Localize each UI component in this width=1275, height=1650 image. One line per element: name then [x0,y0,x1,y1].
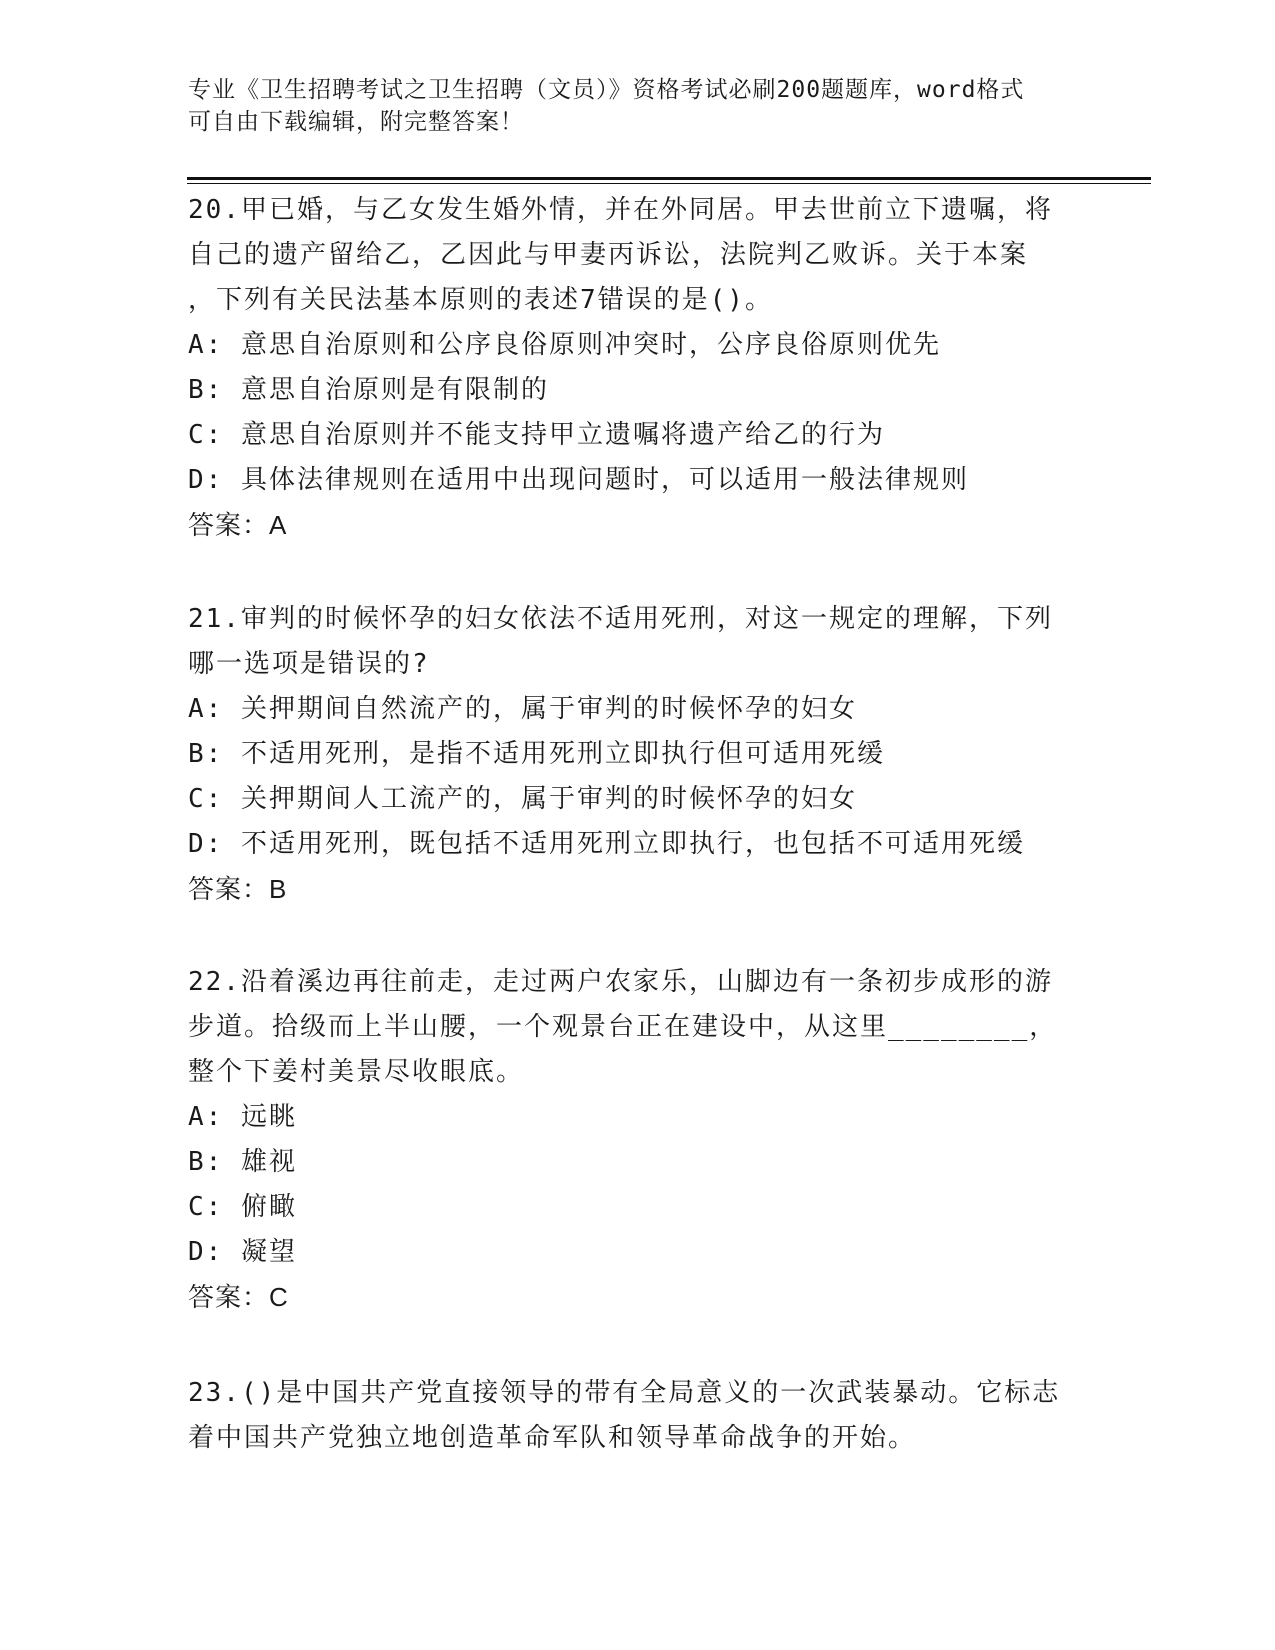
question-text-line: 自己的遗产留给乙，乙因此与甲妻丙诉讼，法院判乙败诉。关于本案 [188,240,1029,270]
option-c: C: 俯瞰 [188,1192,297,1222]
answer-line: 答案：C [188,1282,289,1312]
answer-line: 答案：B [188,874,288,904]
option-d: D: 不适用死刑，既包括不适用死刑立即执行，也包括不可适用死缓 [188,829,1025,859]
question-text-line: 22.沿着溪边再往前走，走过两户农家乐，山脚边有一条初步成形的游 [188,967,1053,997]
question-22 [188,960,1088,1320]
question-text-line: 哪一选项是错误的? [188,649,430,679]
option-c: C: 关押期间人工流产的，属于审判的时候怀孕的妇女 [188,784,857,814]
question-text-line: 整个下姜村美景尽收眼底。 [188,1057,525,1087]
question-20 [188,188,1088,548]
question-text-line: ，下列有关民法基本原则的表述7错误的是()。 [188,285,773,315]
document-header [188,74,1088,138]
option-b: B: 意思自治原则是有限制的 [188,375,549,405]
option-a: A: 意思自治原则和公序良俗原则冲突时，公序良俗原则优先 [188,330,941,360]
question-23 [188,1371,1088,1461]
question-text-line: 20.甲已婚，与乙女发生婚外情，并在外同居。甲去世前立下遗嘱，将 [188,195,1053,225]
header-divider-thick [187,177,1151,180]
answer-line: 答案：A [188,510,288,540]
header-line-1: 专业《卫生招聘考试之卫生招聘（文员）》资格考试必刷200题题库，word格式 [188,77,1025,103]
question-text-line: 步道。拾级而上半山腰，一个观景台正在建设中，从这里________， [188,1012,1058,1042]
question-text-line: 着中国共产党独立地创造革命军队和领导革命战争的开始。 [188,1423,917,1453]
question-text-line: 23.()是中国共产党直接领导的带有全局意义的一次武装暴动。它标志 [188,1378,1061,1408]
header-divider-thin [187,183,1151,184]
question-text-line: 21.审判的时候怀孕的妇女依法不适用死刑，对这一规定的理解，下列 [188,604,1053,634]
option-a: A: 远眺 [188,1102,297,1132]
option-d: D: 凝望 [188,1237,297,1267]
option-b: B: 不适用死刑，是指不适用死刑立即执行但可适用死缓 [188,739,885,769]
question-21 [188,597,1088,912]
option-a: A: 关押期间自然流产的，属于审判的时候怀孕的妇女 [188,694,857,724]
header-line-2: 可自由下载编辑，附完整答案！ [188,109,524,135]
option-b: B: 雄视 [188,1147,297,1177]
option-d: D: 具体法律规则在适用中出现问题时，可以适用一般法律规则 [188,465,969,495]
option-c: C: 意思自治原则并不能支持甲立遗嘱将遗产给乙的行为 [188,420,885,450]
